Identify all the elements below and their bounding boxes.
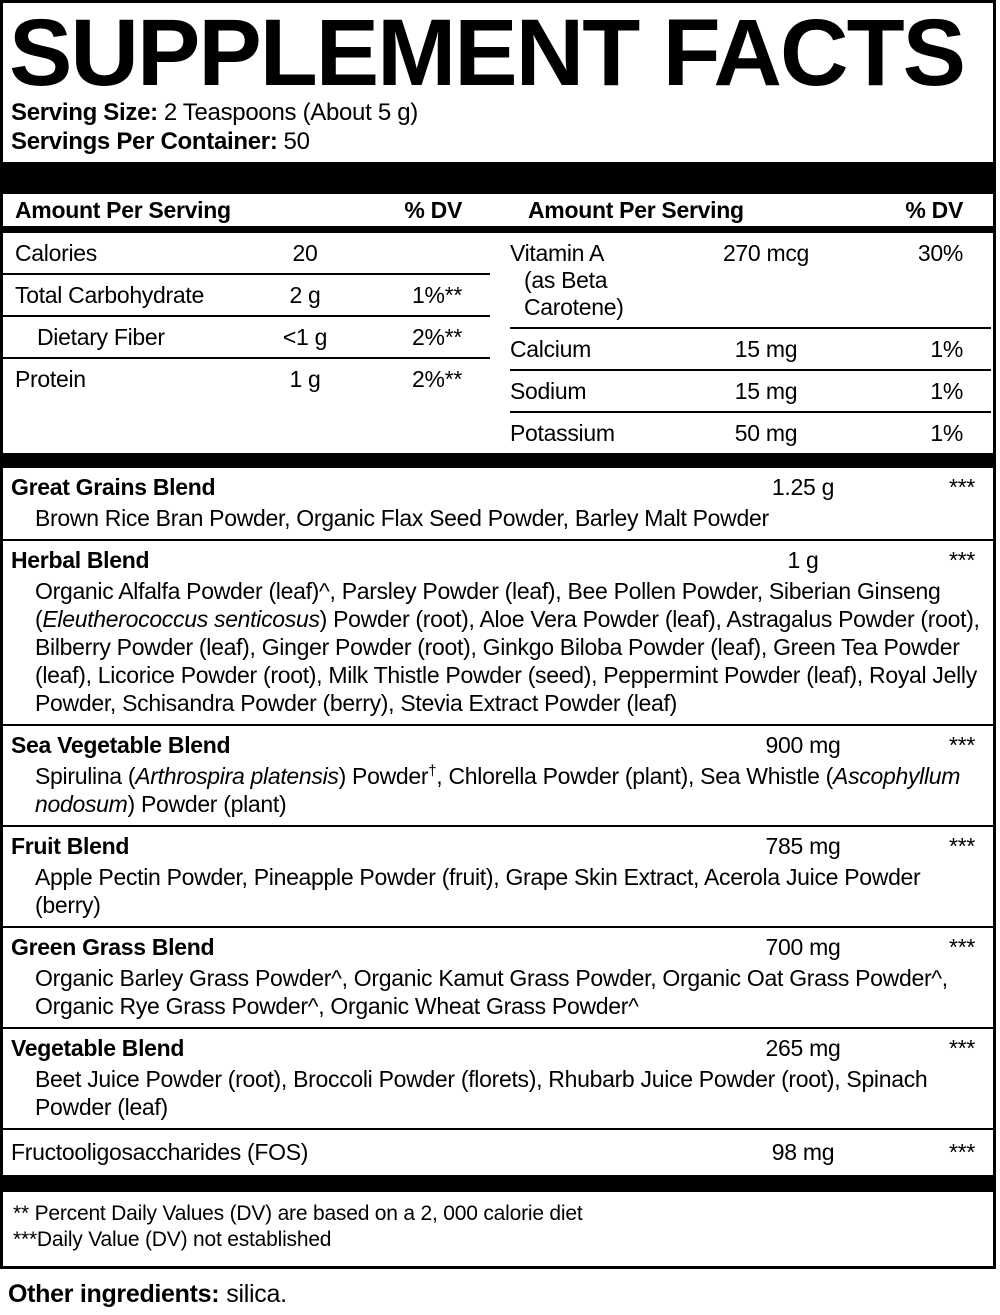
blend-daily-value: *** (949, 1139, 975, 1166)
blend-heading-row (3, 928, 993, 964)
blend-heading-row (3, 726, 993, 762)
blend-daily-value: *** (949, 833, 975, 860)
blend-name: Fruit Blend (11, 833, 130, 860)
divider-bar-middle (3, 453, 993, 468)
blend-amount: 785 mg (765, 833, 841, 860)
nutrient-amount: 2 g (289, 282, 321, 309)
blend-name: Green Grass Blend (11, 934, 215, 961)
serving-size-row (11, 98, 985, 127)
serving-size-value: 2 Teaspoons (About 5 g) (163, 99, 418, 127)
nutrient-amount: 50 mg (734, 420, 798, 447)
nutrient-name-subtext: (as Beta Carotene) (524, 267, 624, 321)
blend-name: Vegetable Blend (11, 1035, 185, 1062)
nutrient-row (510, 233, 991, 327)
nutrient-name: Calories (15, 240, 97, 267)
serving-info (3, 98, 993, 162)
blend-heading-row (3, 1029, 993, 1065)
nutrient-amount: 1 g (289, 366, 321, 393)
blend-ingredients: Organic Barley Grass Powder^, Organic Kamut Grass Powder, Organic Oat Grass Powder^, Organic Rye Grass Powder^, Organic Wheat Grass Powder^ (35, 965, 948, 1020)
blend-ingredients: Organic Alfalfa Powder (leaf)^, Parsley Powder (leaf), Bee Pollen Powder, Siberian Ginseng (Eleutherococcus senticosus) Powder (root), Aloe Vera Powder (leaf), Astragalus Powder (root), Bilberry Powder (leaf), Ginger Powder (root), Ginkgo Biloba Powder (leaf), Green Tea Powder (leaf), Licorice Powder (root), Milk Thistle Powder (seed), Peppermint Powder (leaf), Royal Jelly Powder, Schisandra Powder (berry), Stevia Extract Powder (leaf) (35, 578, 980, 717)
blend-amount: 98 mg (771, 1139, 835, 1166)
blend-heading-row (3, 1130, 993, 1175)
nutrient-amount: 20 (292, 240, 318, 267)
nutrient-name: Sodium (510, 378, 587, 405)
blend-name: Great Grains Blend (11, 474, 216, 501)
percent-dv-header: % DV (905, 197, 963, 224)
blend-ingredients: Spirulina (Arthrospira platensis) Powder†, Chlorella Powder (plant), Sea Whistle (Ascophyllum nodosum) Powder (plant) (35, 762, 961, 818)
nutrient-daily-value: 2%** (412, 366, 462, 393)
blend-daily-value: *** (949, 934, 975, 961)
other-ingredients-value: silica. (226, 1280, 287, 1309)
nutrient-amount: 270 mcg (722, 240, 810, 267)
right-column-header (510, 197, 991, 224)
nutrient-amount: 15 mg (734, 336, 798, 363)
blend-name: Herbal Blend (11, 547, 150, 574)
servings-per-container-label: Servings Per Container: (11, 128, 278, 156)
nutrient-daily-value: 1%** (412, 282, 462, 309)
blend-list (3, 468, 993, 1175)
nutrient-daily-value: 1% (930, 336, 963, 363)
nutrient-name: Total Carbohydrate (15, 282, 204, 309)
blend-amount: 1 g (787, 547, 819, 574)
divider-bar-bottom (3, 1175, 993, 1192)
blend-heading-row (3, 468, 993, 504)
blend-heading-row (3, 541, 993, 577)
nutrient-row (3, 315, 490, 357)
nutrient-row (3, 233, 490, 273)
percent-dv-header: % DV (404, 197, 462, 224)
blend-section (3, 539, 993, 724)
blend-section (3, 1027, 993, 1128)
blend-name: Fructooligosaccharides (FOS) (11, 1139, 309, 1166)
other-ingredients-label: Other ingredients: (8, 1280, 220, 1309)
nutrient-column-left (3, 233, 490, 453)
nutrient-column-right (510, 233, 991, 453)
blend-daily-value: *** (949, 474, 975, 501)
blend-section (3, 468, 993, 539)
blend-section (3, 724, 993, 825)
nutrient-row (3, 357, 490, 399)
nutrient-row (510, 369, 991, 411)
blend-section (3, 1128, 993, 1175)
nutrient-daily-value: 1% (930, 420, 963, 447)
header-thick-rule (3, 226, 993, 233)
blend-amount: 265 mg (765, 1035, 841, 1062)
footnote-dv-not-established: ***Daily Value (DV) not established (13, 1228, 332, 1252)
blend-daily-value: *** (949, 1035, 975, 1062)
blend-ingredients: Brown Rice Bran Powder, Organic Flax Seed Powder, Barley Malt Powder (35, 505, 769, 532)
nutrient-row (510, 327, 991, 369)
nutrient-row (3, 273, 490, 315)
divider-bar-top (3, 162, 993, 194)
nutrient-amount: <1 g (282, 324, 328, 351)
blend-ingredients: Apple Pectin Powder, Pineapple Powder (fruit), Grape Skin Extract, Acerola Juice Powder (berry) (35, 864, 921, 919)
blend-section (3, 926, 993, 1027)
nutrient-daily-value: 2%** (412, 324, 462, 351)
servings-per-container-value: 50 (283, 128, 310, 156)
nutrient-name: Calcium (510, 336, 591, 363)
servings-per-container-row (11, 127, 985, 156)
nutrient-row (510, 411, 991, 453)
panel-title: SUPPLEMENT FACTS (9, 3, 965, 99)
amount-per-serving-header: Amount Per Serving (528, 197, 744, 224)
nutrient-name: Protein (15, 366, 86, 393)
amount-per-serving-header: Amount Per Serving (15, 197, 231, 224)
blend-daily-value: *** (949, 547, 975, 574)
blend-amount: 900 mg (765, 732, 841, 759)
blend-name: Sea Vegetable Blend (11, 732, 231, 759)
footnote-daily-values: ** Percent Daily Values (DV) are based on a 2, 000 calorie diet (13, 1202, 583, 1226)
footnotes (3, 1192, 993, 1266)
other-ingredients-row (0, 1269, 1000, 1315)
nutrient-daily-value: 30% (917, 240, 963, 267)
nutrient-daily-value: 1% (930, 378, 963, 405)
nutrient-name: Vitamin A (as Beta Carotene) (510, 240, 691, 321)
nutrient-name: Dietary Fiber (37, 324, 165, 351)
nutrient-facts-columns (3, 233, 993, 453)
blend-daily-value: *** (949, 732, 975, 759)
column-headers-row (3, 194, 993, 226)
blend-ingredients: Beet Juice Powder (root), Broccoli Powder (florets), Rhubarb Juice Powder (root), Spinach Powder (leaf) (35, 1066, 928, 1121)
nutrient-amount: 15 mg (734, 378, 798, 405)
blend-amount: 700 mg (765, 934, 841, 961)
left-column-header (3, 197, 490, 224)
nutrient-name: Potassium (510, 420, 615, 447)
serving-size-label: Serving Size: (11, 99, 158, 127)
blend-section (3, 825, 993, 926)
blend-amount: 1.25 g (771, 474, 835, 501)
blend-heading-row (3, 827, 993, 863)
